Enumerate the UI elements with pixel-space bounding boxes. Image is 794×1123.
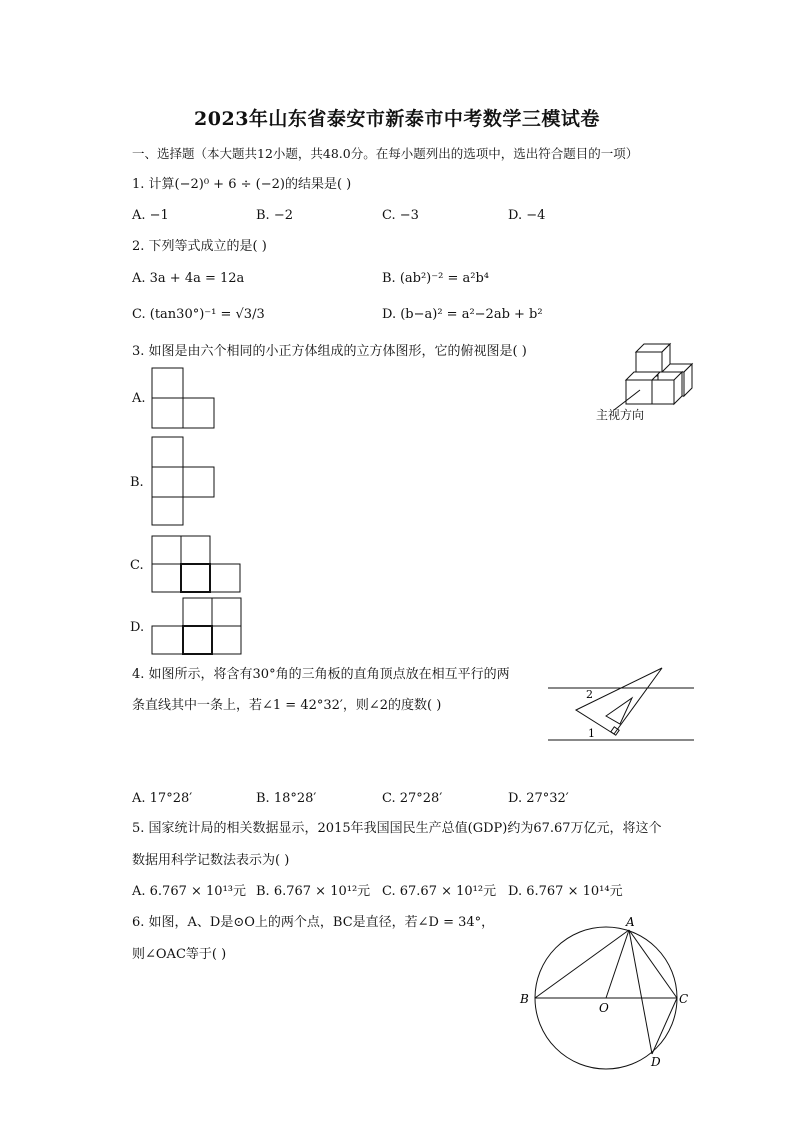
q3-option-b: B. <box>130 475 144 490</box>
q6-point-c-label: C <box>679 992 689 1006</box>
q4-option-a: A. 17°28′ <box>132 791 193 806</box>
q4-angle-2-label: 2 <box>586 688 593 701</box>
q4-option-b: B. 18°28′ <box>256 791 317 806</box>
q1-stem: 1. 计算(−2)⁰ + 6 ÷ (−2)的结果是( ) <box>132 177 352 192</box>
q2-option-a: A. 3a + 4a = 12a <box>132 271 245 286</box>
q2-stem: 2. 下列等式成立的是( ) <box>132 239 267 254</box>
q2-option-b: B. (ab²)⁻² = a²b⁴ <box>382 271 489 286</box>
q6-stem-line1: 6. 如图，A、D是⊙O上的两个点，BC是直径，若∠D = 34°， <box>132 915 495 930</box>
q6-point-o-label: O <box>599 1001 609 1015</box>
q1-option-d: D. −4 <box>508 208 546 223</box>
section-heading: 一、选择题（本大题共12小题，共48.0分。在每小题列出的选项中，选出符合题目的一项） <box>132 146 639 161</box>
q3-stem: 3. 如图是由六个相同的小正方体组成的立方体图形，它的俯视图是( ) <box>132 344 527 359</box>
q4-stem-line1: 4. 如图所示，将含有30°角的三角板的直角顶点放在相互平行的两 <box>132 667 510 682</box>
q6-point-a-label: A <box>626 915 635 929</box>
q3-option-d-figure <box>150 596 246 658</box>
q6-stem-line2: 则∠OAC等于( ) <box>132 947 227 962</box>
page-title: 2023年山东省泰安市新泰市中考数学三模试卷 <box>194 108 600 130</box>
q3-option-c-figure <box>150 534 246 596</box>
q1-option-b: B. −2 <box>256 208 293 223</box>
q3-option-a: A. <box>132 391 146 406</box>
q5-stem-line2: 数据用科学记数法表示为( ) <box>132 853 290 868</box>
q3-option-c: C. <box>130 558 144 573</box>
q3-option-b-figure <box>150 435 220 529</box>
q4-triangle-figure <box>548 664 694 746</box>
q4-angle-1-label: 1 <box>588 727 595 740</box>
q5-option-a: A. 6.767 × 10¹³元 <box>132 884 246 899</box>
q4-stem-line2: 条直线其中一条上，若∠1 = 42°32′，则∠2的度数( ) <box>132 698 442 713</box>
q6-point-b-label: B <box>520 992 529 1006</box>
q3-option-d: D. <box>130 620 145 635</box>
q2-option-c: C. (tan30°)⁻¹ = √3/3 <box>132 307 265 322</box>
q1-option-a: A. −1 <box>132 208 169 223</box>
q4-option-d: D. 27°32′ <box>508 791 569 806</box>
q6-point-d-label: D <box>651 1055 661 1069</box>
q5-option-b: B. 6.767 × 10¹²元 <box>256 884 371 899</box>
q6-circle-figure <box>514 912 694 1072</box>
q5-stem-line1: 5. 国家统计局的相关数据显示，2015年我国国民生产总值(GDP)约为67.67万亿元，将这个 <box>132 821 662 836</box>
q3-option-a-figure <box>150 366 220 430</box>
q4-option-c: C. 27°28′ <box>382 791 443 806</box>
q1-option-c: C. −3 <box>382 208 419 223</box>
q3-view-direction-label: 主视方向 <box>596 408 645 422</box>
q2-option-d: D. (b−a)² = a²−2ab + b² <box>382 307 543 322</box>
q5-option-d: D. 6.767 × 10¹⁴元 <box>508 884 623 899</box>
q5-option-c: C. 67.67 × 10¹²元 <box>382 884 497 899</box>
